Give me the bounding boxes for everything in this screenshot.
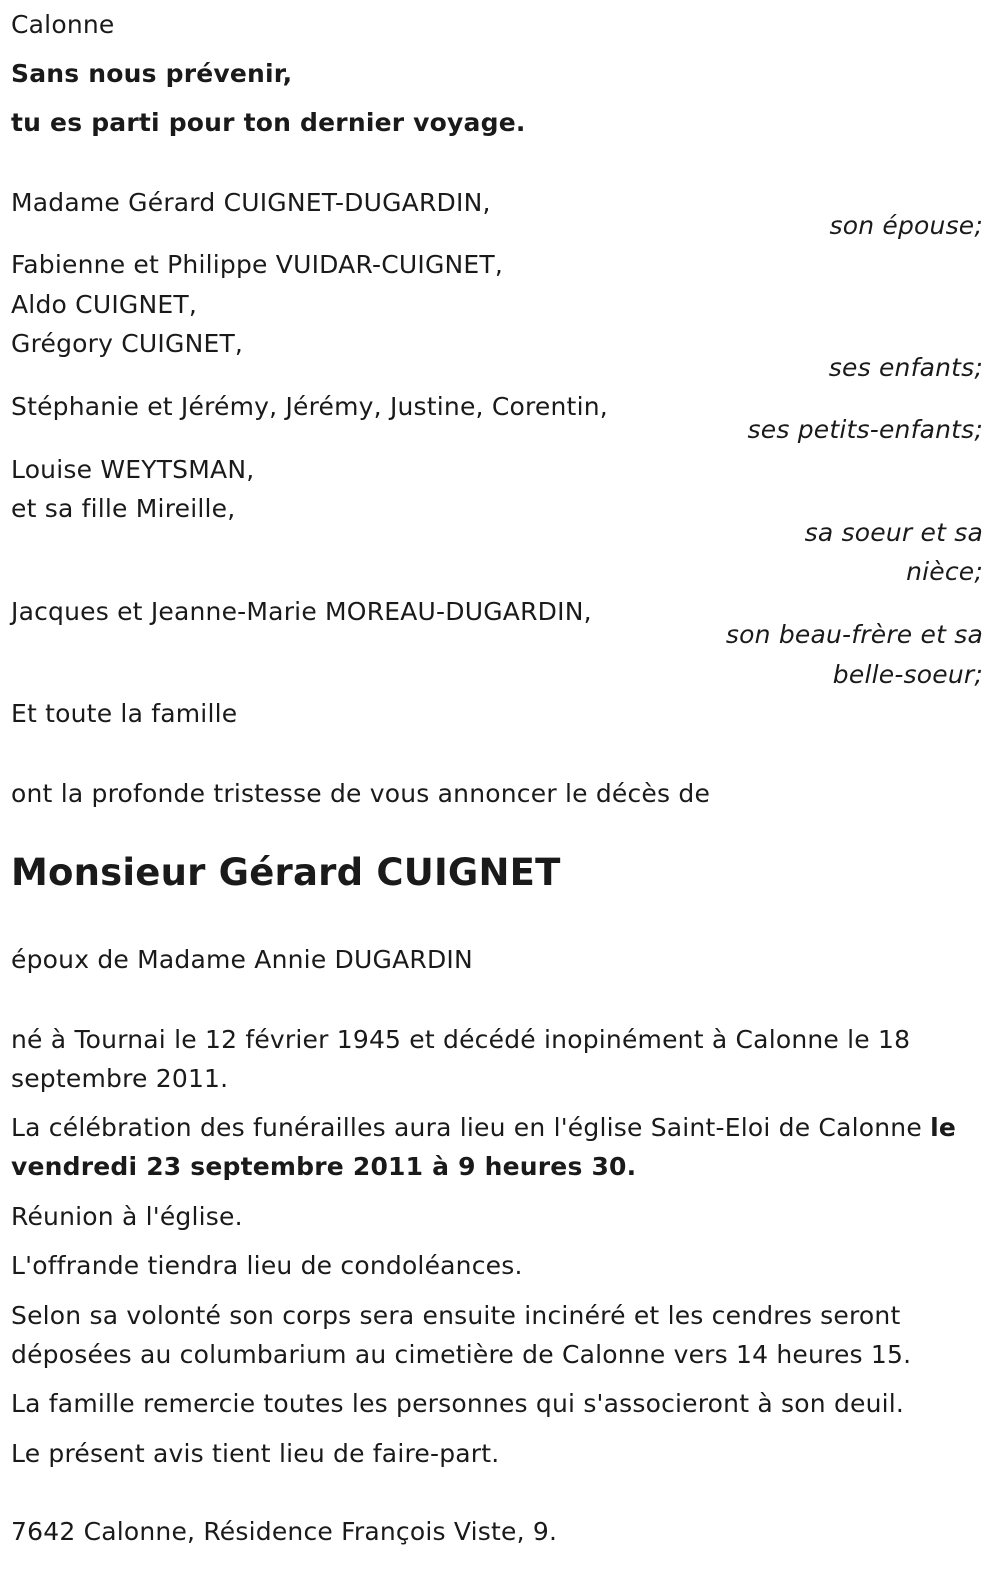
- deceased-spouse: époux de Madame Annie DUGARDIN: [11, 945, 473, 974]
- note-faire-part: Le présent avis tient lieu de faire-part.: [11, 1439, 500, 1468]
- family-grandchildren-role: ses petits-enfants;: [747, 415, 983, 444]
- funeral-intro: La célébration des funérailles aura lieu en l'église Saint-Eloi de Calonne: [11, 1113, 931, 1142]
- family-address: 7642 Calonne, Résidence François Viste, 9.: [11, 1517, 558, 1546]
- funeral-datetime: le vendredi 23 septembre 2011 à 9 heures 30.: [11, 1113, 956, 1181]
- verse-line-1: Sans nous prévenir,: [11, 59, 293, 88]
- family-children-role: ses enfants;: [828, 353, 983, 382]
- note-thanks: La famille remercie toutes les personnes qui s'associeront à son deuil.: [11, 1389, 905, 1418]
- family-child-name: Aldo CUIGNET,: [11, 290, 197, 319]
- note-offrande: L'offrande tiendra lieu de condoléances.: [11, 1251, 523, 1280]
- family-all: Et toute la famille: [11, 699, 238, 728]
- announcement-text: ont la profonde tristesse de vous annoncer le décès de: [11, 779, 711, 808]
- family-sister-role: sa soeur et sa: [804, 518, 983, 547]
- verse-line-2: tu es parti pour ton dernier voyage.: [11, 108, 526, 137]
- note-cremation: Selon sa volonté son corps sera ensuite incinéré et les cendres seront déposées au columbarium au cimetière de Calonne vers 14 heures 15.: [11, 1301, 912, 1369]
- family-inlaws-names: Jacques et Jeanne-Marie MOREAU-DUGARDIN,: [11, 597, 592, 626]
- family-inlaws-role: son beau-frère et sa: [725, 620, 983, 649]
- birth-death-text: né à Tournai le 12 février 1945 et décédé inopinément à Calonne le 18 septembre 2011.: [11, 1025, 911, 1093]
- family-sister-name: Louise WEYTSMAN,: [11, 455, 255, 484]
- family-grandchildren-names: Stéphanie et Jérémy, Jérémy, Justine, Corentin,: [11, 392, 608, 421]
- family-child-name: Fabienne et Philippe VUIDAR-CUIGNET,: [11, 250, 504, 279]
- funeral-paragraph: [11, 1108, 986, 1186]
- deceased-name: Monsieur Gérard CUIGNET: [11, 851, 561, 894]
- family-spouse-name: Madame Gérard CUIGNET-DUGARDIN,: [11, 188, 491, 217]
- town-name: Calonne: [11, 10, 115, 39]
- family-inlaws-role: belle-soeur;: [832, 660, 983, 689]
- note-reunion: Réunion à l'église.: [11, 1202, 243, 1231]
- family-child-name: Grégory CUIGNET,: [11, 329, 244, 358]
- family-niece-name: et sa fille Mireille,: [11, 494, 236, 523]
- family-spouse-role: son épouse;: [829, 211, 983, 240]
- family-sister-role: nièce;: [906, 557, 983, 586]
